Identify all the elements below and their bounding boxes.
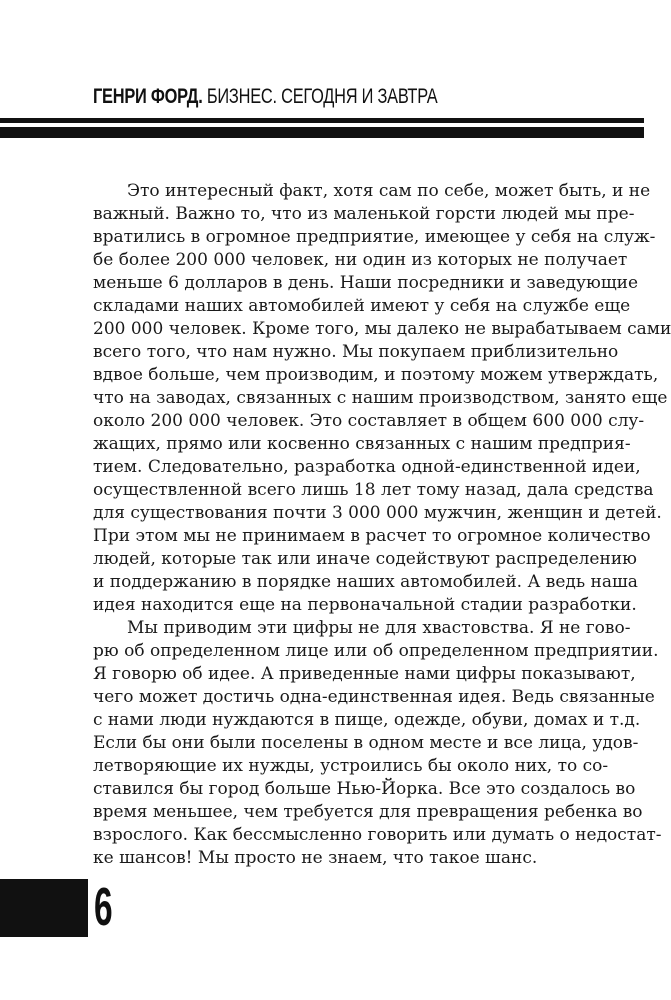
text-line: и поддержанию в порядке наших автомобилей. А ведь наша — [93, 572, 638, 592]
text-line: Я говорю об идее. А приведенные нами цифры показывают, — [93, 664, 636, 684]
text-line: жащих, прямо или косвенно связанных с нашим предприя- — [93, 434, 631, 454]
text-line: Мы приводим эти цифры не для хвастовства. Я не гово- — [127, 618, 631, 638]
text-line: около 200 000 человек. Это составляет в общем 600 000 слу- — [93, 411, 645, 431]
text-line: бе более 200 000 человек, ни один из которых не получает — [93, 250, 628, 270]
text-line: ке шансов! Мы просто не знаем, что такое шанс. — [93, 848, 538, 868]
text-line: всего того, что нам нужно. Мы покупаем приблизительно — [93, 342, 619, 362]
text-line: ставился бы город больше Нью-Йорка. Все это создалось во — [93, 779, 636, 799]
header-rule-thick — [0, 127, 644, 138]
text-line: время меньшее, чем требуется для превращения ребенка во — [93, 802, 643, 822]
text-line: осуществленной всего лишь 18 лет тому назад, дала средства — [93, 480, 654, 500]
header-rule-thin — [0, 118, 644, 123]
text-line: для существования почти 3 000 000 мужчин, женщин и детей. — [93, 503, 662, 523]
text-line: 200 000 человек. Кроме того, мы далеко не вырабатываем сами — [93, 319, 671, 339]
text-line: При этом мы не принимаем в расчет то огромное количество — [93, 526, 651, 546]
header-book-title: БИЗНЕС. СЕГОДНЯ И ЗАВТРА — [206, 85, 438, 108]
text-line: складами наших автомобилей имеют у себя на службе еще — [93, 296, 631, 316]
text-line: рю об определенном лице или об определенном предприятии. — [93, 641, 659, 661]
text-line: вратились в огромное предприятие, имеющее у себя на служ- — [93, 227, 656, 247]
paragraph — [93, 617, 662, 870]
page-number-bar — [0, 879, 88, 937]
header-author: ГЕНРИ ФОРД. — [93, 85, 203, 108]
text-line: людей, которые так или иначе содействуют распределению — [93, 549, 637, 569]
paragraph — [93, 180, 671, 617]
text-line: Это интересный факт, хотя сам по себе, может быть, и не — [127, 181, 651, 201]
page-number: 6 — [94, 877, 113, 937]
text-line: Если бы они были поселены в одном месте и все лица, удов- — [93, 733, 639, 753]
text-line: чего может достичь одна-единственная идея. Ведь связанные — [93, 687, 655, 707]
text-line: идея находится еще на первоначальной стадии разработки. — [93, 595, 637, 615]
text-line: меньше 6 долларов в день. Наши посредники и заведующие — [93, 273, 639, 293]
running-header — [93, 84, 437, 110]
text-line: тием. Следовательно, разработка одной-единственной идеи, — [93, 457, 641, 477]
text-line: важный. Важно то, что из маленькой горсти людей мы пре- — [93, 204, 635, 224]
text-line: что на заводах, связанных с нашим производством, занято еще — [93, 388, 668, 408]
text-line: взрослого. Как бессмысленно говорить или думать о недостат- — [93, 825, 662, 845]
text-line: летворяющие их нужды, устроились бы около них, то со- — [93, 756, 609, 776]
text-line: с нами люди нуждаются в пище, одежде, обуви, домах и т.д. — [93, 710, 641, 730]
body-text — [93, 180, 671, 870]
text-line: вдвое больше, чем производим, и поэтому можем утверждать, — [93, 365, 659, 385]
